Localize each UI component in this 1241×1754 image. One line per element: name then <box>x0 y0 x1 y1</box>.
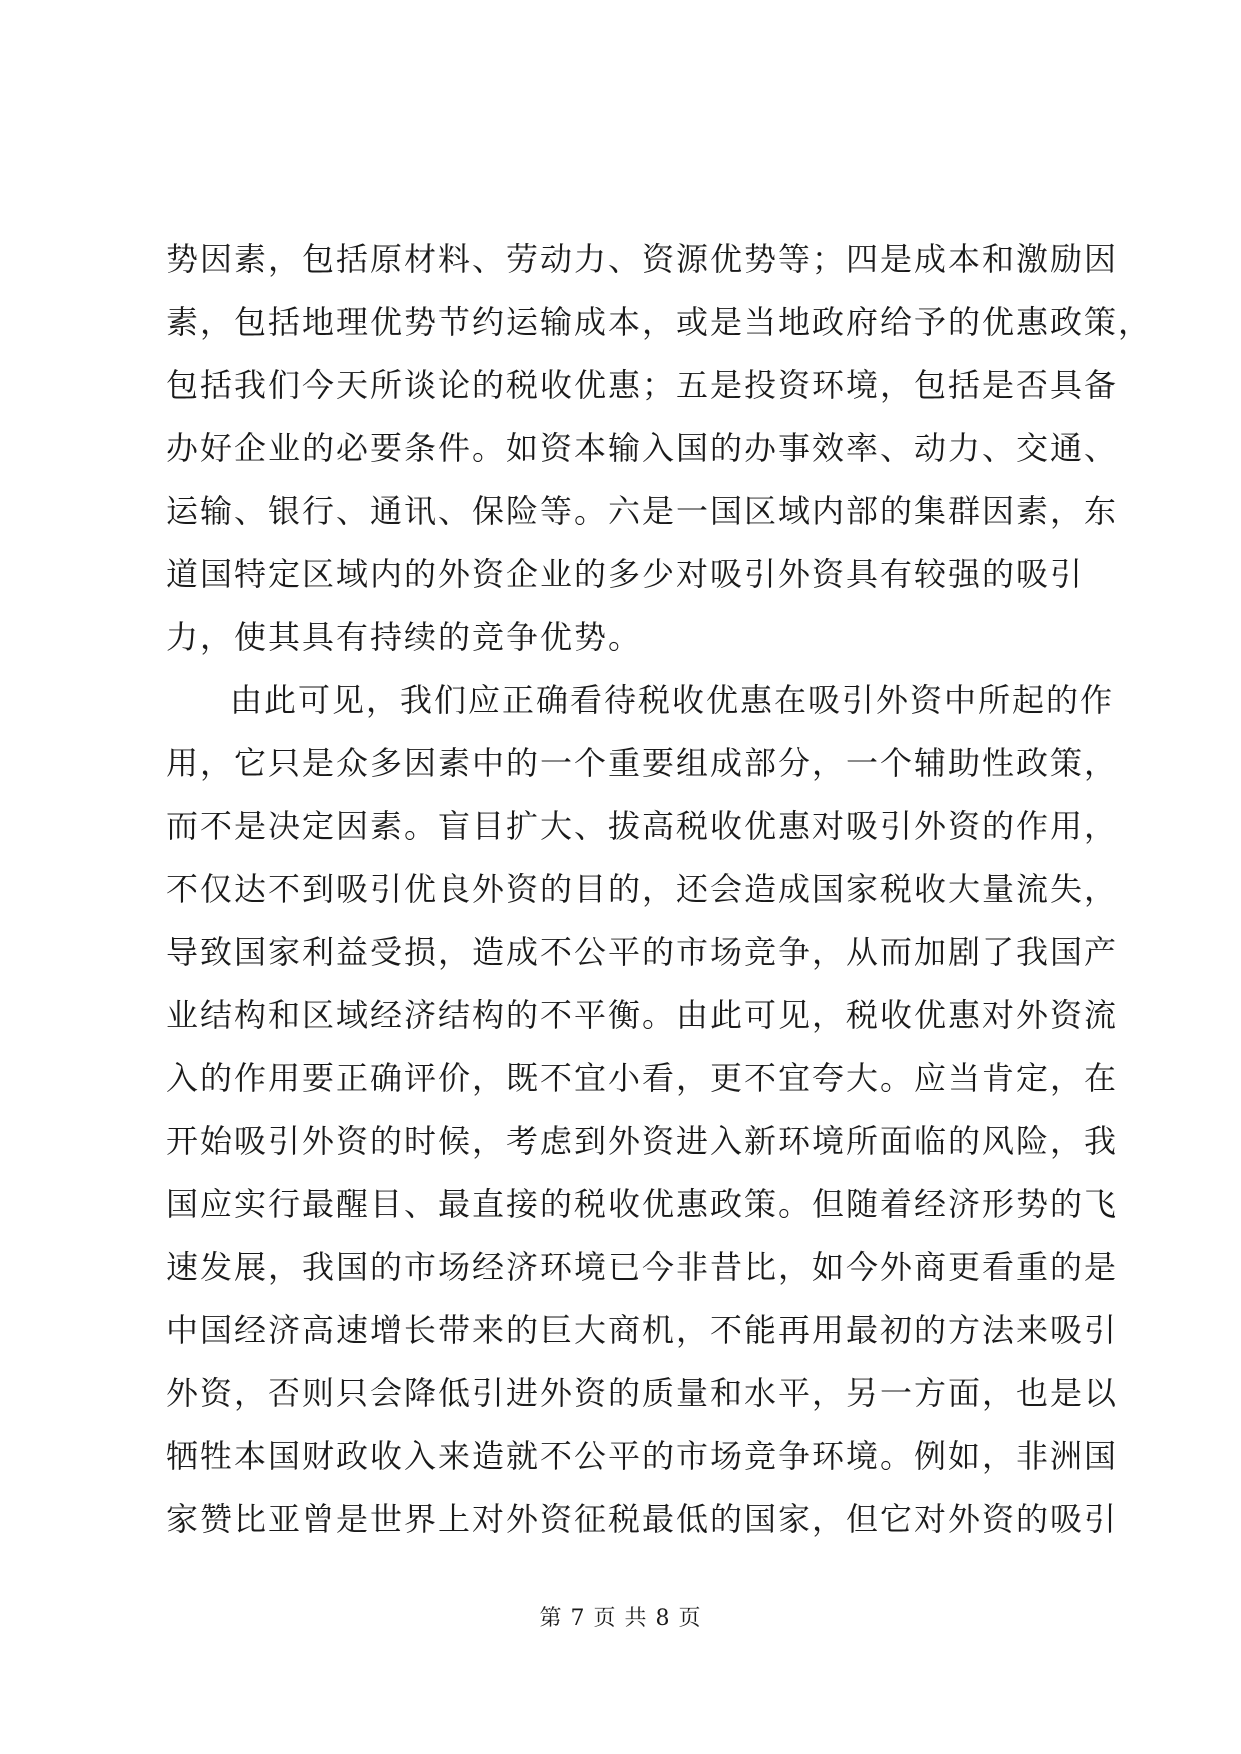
text-line: 包括我们今天所谈论的税收优惠；五是投资环境，包括是否具备 <box>166 366 1119 404</box>
text-line: 素，包括地理优势节约运输成本，或是当地政府给予的优惠政策， <box>166 303 1153 341</box>
body-text <box>166 228 1153 1551</box>
text-line: 办好企业的必要条件。如资本输入国的办事效率、动力、交通、 <box>166 429 1119 467</box>
text-line: 用，它只是众多因素中的一个重要组成部分，一个辅助性政策， <box>166 744 1119 782</box>
text-line: 中国经济高速增长带来的巨大商机，不能再用最初的方法来吸引 <box>166 1311 1119 1349</box>
text-line: 导致国家利益受损，造成不公平的市场竞争，从而加剧了我国产 <box>166 933 1119 971</box>
text-line: 力，使其具有持续的竞争优势。 <box>166 618 643 656</box>
text-line: 势因素，包括原材料、劳动力、资源优势等；四是成本和激励因 <box>166 240 1119 278</box>
text-line: 速发展，我国的市场经济环境已今非昔比，如今外商更看重的是 <box>166 1248 1119 1286</box>
paragraph-1 <box>166 228 1153 669</box>
page-number-footer: 第 7 页 共 8 页 <box>539 1606 702 1631</box>
text-line: 不仅达不到吸引优良外资的目的，还会造成国家税收大量流失， <box>166 870 1119 908</box>
text-line: 家赞比亚曾是世界上对外资征税最低的国家，但它对外资的吸引 <box>166 1500 1119 1538</box>
text-line: 而不是决定因素。盲目扩大、拔高税收优惠对吸引外资的作用， <box>166 807 1119 845</box>
text-line: 国应实行最醒目、最直接的税收优惠政策。但随着经济形势的飞 <box>166 1185 1119 1223</box>
text-line: 牺牲本国财政收入来造就不公平的市场竞争环境。例如，非洲国 <box>166 1437 1119 1475</box>
text-line: 开始吸引外资的时候，考虑到外资进入新环境所面临的风险，我 <box>166 1122 1119 1160</box>
text-line: 道国特定区域内的外资企业的多少对吸引外资具有较强的吸引 <box>166 555 1085 593</box>
paragraph-2 <box>166 669 1119 1551</box>
text-line: 运输、银行、通讯、保险等。六是一国区域内部的集群因素，东 <box>166 492 1119 530</box>
text-line: 外资，否则只会降低引进外资的质量和水平，另一方面，也是以 <box>166 1374 1119 1412</box>
text-line: 由此可见，我们应正确看待税收优惠在吸引外资中所起的作 <box>230 681 1115 719</box>
text-line: 入的作用要正确评价，既不宜小看，更不宜夸大。应当肯定，在 <box>166 1059 1119 1097</box>
text-line: 业结构和区域经济结构的不平衡。由此可见，税收优惠对外资流 <box>166 996 1119 1034</box>
